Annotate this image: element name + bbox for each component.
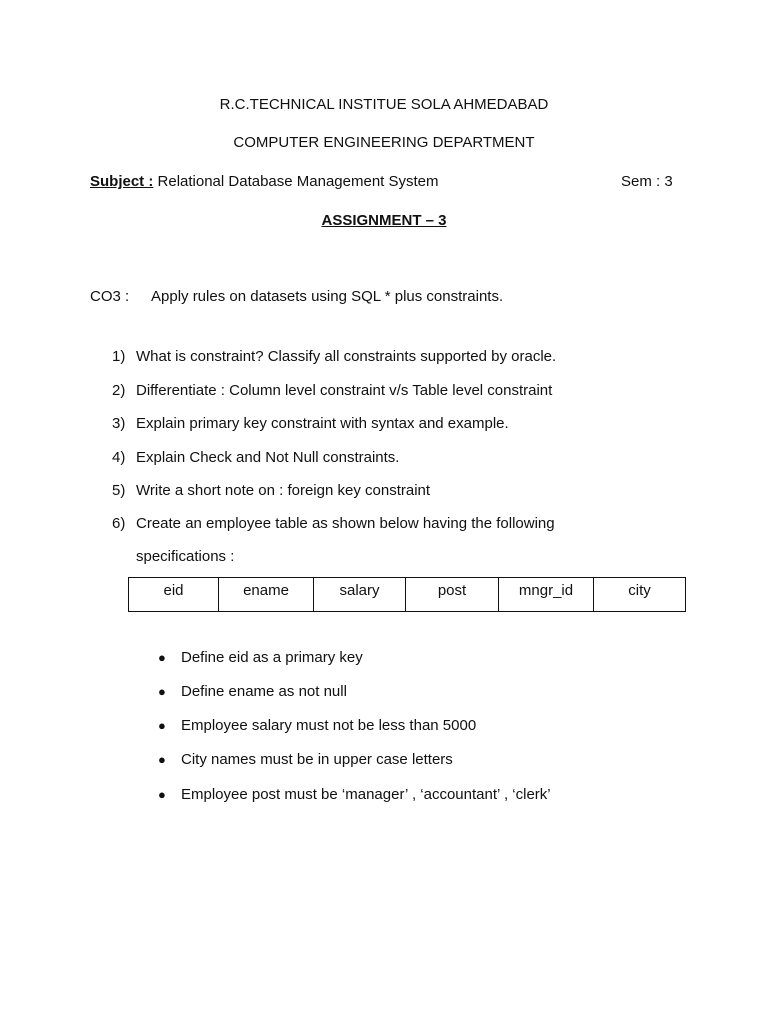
institute-title: R.C.TECHNICAL INSTITUE SOLA AHMEDABAD xyxy=(219,96,549,113)
bullet-icon: ● xyxy=(158,718,166,733)
question-4 xyxy=(0,449,768,471)
question-number: 6) xyxy=(112,515,126,532)
question-3 xyxy=(0,415,768,437)
table-header-cell: mngr_id xyxy=(499,578,594,612)
bullet-text: Employee post must be ‘manager’ , ‘accountant’ , ‘clerk’ xyxy=(181,786,551,803)
question-number: 5) xyxy=(112,482,126,499)
question-number: 4) xyxy=(112,449,126,466)
question-number: 2) xyxy=(112,382,126,399)
table-header-cell: eid xyxy=(129,578,219,612)
table-header-cell: ename xyxy=(219,578,314,612)
subject-value: Relational Database Management System xyxy=(157,173,439,190)
question-text: What is constraint? Classify all constraints supported by oracle. xyxy=(136,348,557,365)
list-item xyxy=(0,786,768,808)
bullet-icon: ● xyxy=(158,684,166,699)
question-number: 3) xyxy=(112,415,126,432)
bullet-text: City names must be in upper case letters xyxy=(181,751,453,768)
bullet-text: Define ename as not null xyxy=(181,683,347,700)
question-text: Explain primary key constraint with syntax and example. xyxy=(136,415,509,432)
bullet-text: Define eid as a primary key xyxy=(181,649,363,666)
question-text: Differentiate : Column level constraint v/s Table level constraint xyxy=(136,382,553,399)
employee-table xyxy=(128,577,686,612)
bullet-text: Employee salary must not be less than 5000 xyxy=(181,717,477,734)
list-item xyxy=(0,683,768,705)
course-outcome-text: Apply rules on datasets using SQL * plus constraints. xyxy=(151,288,504,305)
bullet-icon: ● xyxy=(158,787,166,802)
table-header-cell: salary xyxy=(314,578,406,612)
list-item xyxy=(0,717,768,739)
subject-label: Subject : xyxy=(90,173,154,190)
bullet-icon: ● xyxy=(158,650,166,665)
question-text: Create an employee table as shown below having the following xyxy=(136,515,555,532)
question-5 xyxy=(0,482,768,504)
table-header-cell: city xyxy=(594,578,686,612)
course-outcome-label: CO3 : xyxy=(90,288,130,305)
table-row xyxy=(129,578,686,612)
question-6 xyxy=(0,515,768,537)
question-1 xyxy=(0,348,768,370)
table-header-cell: post xyxy=(406,578,499,612)
question-6-continuation: specifications : xyxy=(136,548,235,565)
list-item xyxy=(0,751,768,773)
assignment-title xyxy=(0,212,768,229)
bullet-icon: ● xyxy=(158,752,166,767)
question-number: 1) xyxy=(112,348,126,365)
question-text: Explain Check and Not Null constraints. xyxy=(136,449,400,466)
list-item xyxy=(0,649,768,671)
question-text: Write a short note on : foreign key constraint xyxy=(136,482,431,499)
question-2 xyxy=(0,382,768,404)
department-title: COMPUTER ENGINEERING DEPARTMENT xyxy=(233,134,535,151)
assignment-title-text: ASSIGNMENT – 3 xyxy=(321,212,447,229)
semester: Sem : 3 xyxy=(621,173,673,190)
subject-line xyxy=(90,173,439,190)
